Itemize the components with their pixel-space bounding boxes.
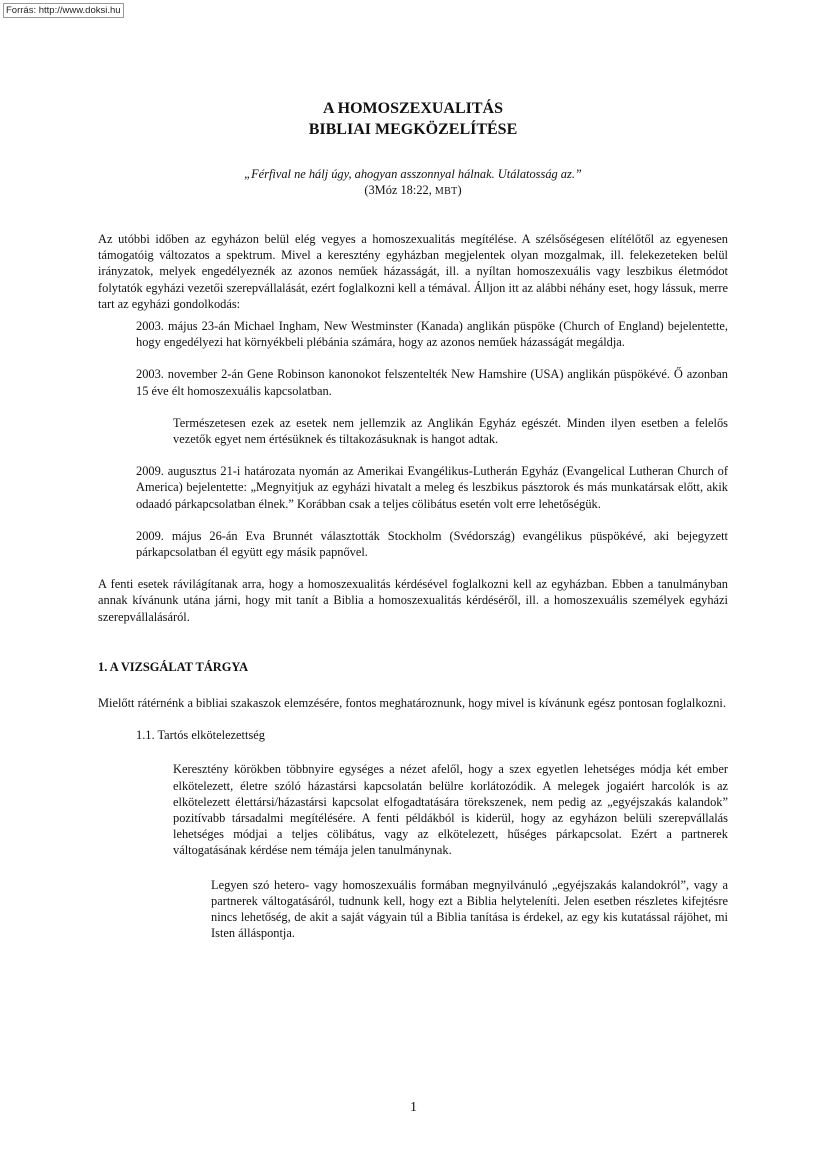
case-paragraph-brunne: 2009. május 26-án Eva Brunnét választották Stockholm (Svédország) evangélikus püspökévé, aki bejegyzett párkapcsolatban él együtt egy másik papnővel. — [136, 528, 728, 560]
case-paragraph-robinson: 2003. november 2-án Gene Robinson kanonokot felszentelték New Hamshire (USA) anglikán püspökévé. Ő azonban 15 éve élt homoszexuális kapcsolatban. — [136, 367, 728, 398]
document-title — [98, 98, 728, 140]
motto-ref-translation: MBT — [434, 186, 458, 197]
page-number: 1 — [410, 1100, 417, 1115]
title-line-2: BIBLIAI MEGKÖZELÍTÉSE — [308, 121, 518, 138]
intro-paragraph: Az utóbbi időben az egyházon belül elég vegyes a homoszexualitás megítélése. A szélsőségesen elítélőtől az egyenesen támogatóig változatos a spektrum. Mivel a keresztény egyházban megjelentek olyan mozgalmak, ill. felekezeteken belül irányzatok, melyek engedélyeznék az azonos neműek házasságát, ill. a nyíltan homoszexuális vagy leszbikus életmódot folytatók egyházi vezetői szerepvállalását, ezért foglalkozni kell a témával. Álljon itt az alábbi néhány eset, hogy lássuk, merre tart az egyházi gondolkodás: — [98, 232, 728, 311]
case-paragraph-elca: 2009. augusztus 21-i határozata nyomán az Amerikai Evangélikus-Lutherán Egyház (Evangelical Lutheran Church of America) bejelentette: „Megnyitjuk az egyházi hivatalt a meleg és leszbikus pásztorok és más munkatársak előtt, akik odaadó párkapcsolatban élnek.” Korábban csak a teljes cölibátus esetén volt erre lehetőségük. — [136, 464, 728, 511]
section-1-intro: Mielőtt rátérnénk a bibliai szakaszok elemzésére, fontos meghatároznunk, hogy mivel is kívánunk egész pontosan foglalkozni. — [98, 696, 726, 711]
subsection-heading-1-1: 1.1. Tartós elkötelezettség — [136, 728, 265, 743]
case-note-paragraph: Természetesen ezek az esetek nem jellemzik az Anglikán Egyház egészét. Minden ilyen esetben a felelős vezetők egyet nem értésüknek és tiltakozásuknak is hangot adtak. — [173, 415, 728, 447]
case-paragraph-ingham: 2003. május 23-án Michael Ingham, New Westminster (Kanada) anglikán püspöke (Church of England) bejelentette, hogy engedélyezi hat környékbeli plébánia számára, hogy az azonos neműek házasságát megáldja. — [136, 319, 728, 350]
conclusion-paragraph: A fenti esetek rávilágítanak arra, hogy a homoszexualitás kérdésével foglalkozni kell az egyházban. Ebben a tanulmányban annak kívánunk utána járni, hogy mit tanít a Biblia a homoszexualitás kérdéséről, ill. a homoszexuális személyek egyházi szerepvállalásáról. — [98, 577, 728, 624]
subsection-note-paragraph: Legyen szó hetero- vagy homoszexuális formában megnyilvánuló „egyéjszakás kalandokról”, vagy a partnerek váltogatásáról, tudnunk kell, hogy ezt a Biblia helyteleníti. Jelen esetben részletes kifejtésre nincs lehetőség, de akit a saját vágyain túl a Biblia tanítása is érdekel, az egy kis kutatással rájöhet, mi Isten álláspontja. — [211, 877, 728, 941]
motto-reference — [98, 182, 728, 200]
document-body — [98, 98, 728, 942]
title-line-1: A HOMOSZEXUALITÁS — [322, 100, 504, 117]
source-label: Forrás: http://www.doksi.hu — [3, 3, 124, 18]
subsection-paragraph: Keresztény körökben többnyire egységes a nézet afelől, hogy a szex egyetlen lehetséges módja két ember elkötelezett, életre szóló házastársi kapcsolatán belülre korlátozódik. A melegek jogaiért harcolók is az elkötelezett élettársi/házastársi kapcsolat elfogadtatására törekszenek, nem pedig az „egyéjszakás kalandok” pozitívabb társadalmi megítélésére. A fenti példákból is kiderül, hogy az egyházon belüli szerepvállalás lehetséges módjai a teljes cölibátus, vagy az elkötelezett, hűséges párkapcsolat. Ezért a partnerek váltogatásának kérdése nem témája jelen tanulmánynak. — [173, 762, 728, 858]
section-heading-1: 1. A VIZSGÁLAT TÁRGYA — [98, 659, 249, 674]
motto-ref-close: ) — [457, 183, 462, 197]
motto-ref-text: (3Móz 18:22, — [364, 183, 432, 197]
motto-quote: „Férfival ne hálj úgy, ahogyan asszonnyal hálnak. Utálatosság az.” — [244, 167, 582, 181]
